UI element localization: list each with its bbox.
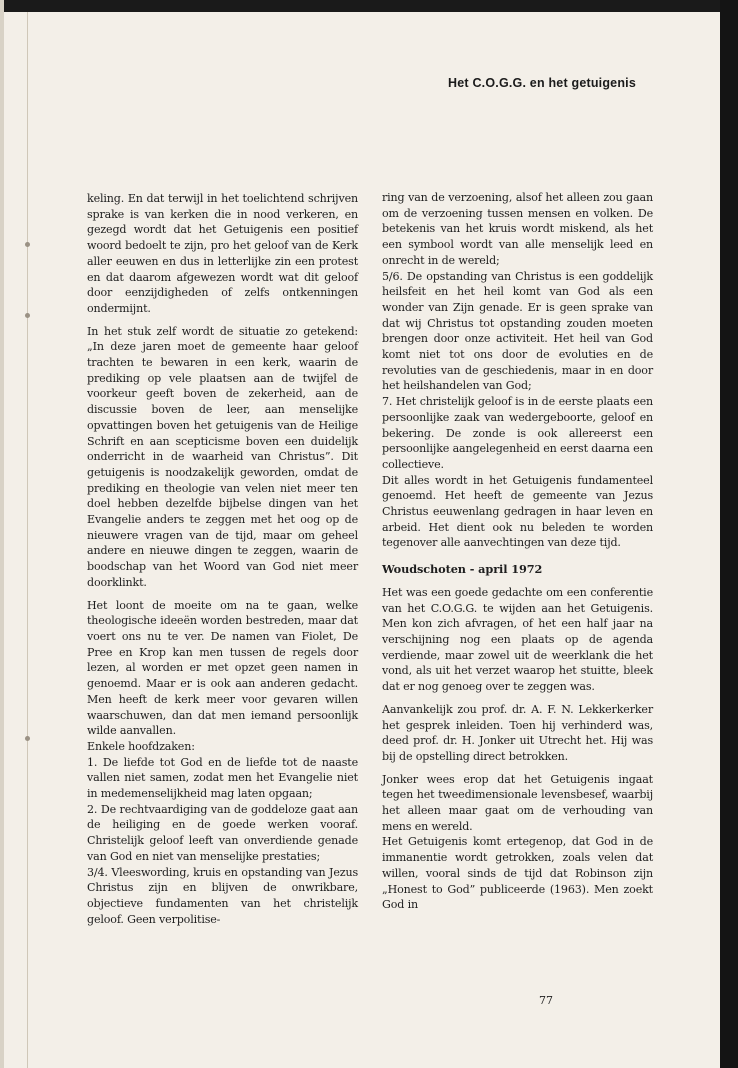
left-column	[87, 191, 358, 927]
scan-right-edge	[720, 0, 738, 1068]
paragraph: keling. En dat terwijl in het toelichtend schrijven sprake is van kerken die in nood verkeren, en gezegd wordt dat het Getuigenis een positief woord bedoelt te zijn, pro het geloof van de Kerk aller eeuwen en dus in letterlijke zin een protest en dat daarom afgewezen wordt wat dit geloof door eenzijdigheden of zelfs ontkenningen ondermijnt.	[87, 192, 358, 315]
right-column	[382, 190, 653, 913]
paragraph: Het was een goede gedachte om een conferentie van het C.O.G.G. te wijden aan het Getuigenis. Men kon zich afvragen, of het een half jaar na verschijning nog een plaats op de agenda verdiende, maar zowel uit de weerklank die het vond, als uit het verzet waarop het stuitte, bleek dat er nog genoeg over te zeggen was.	[382, 585, 653, 694]
binding-hole-mark	[25, 313, 30, 318]
paragraph: Het loont de moeite om na te gaan, welke theologische ideeën worden bestreden, maar dat voert ons nu te ver. De namen van Fiolet, De Pree en Krop kan men tussen de regels door lezen, al worden er met opzet geen namen in genoemd. Maar er is ook aan anderen gedacht. Men heeft de kerk meer voor gevaren willen waarschuwen, dan dat men iemand persoonlijk wilde aanvallen.	[87, 598, 358, 738]
list-item: 1. De liefde tot God en de liefde tot de naaste vallen niet samen, zodat men het Evangelie niet in medemenselijkheid mag laten opgaan;	[87, 755, 358, 801]
running-header: Het C.O.G.G. en het getuigenis	[448, 76, 636, 90]
binding-line	[27, 12, 28, 1068]
paragraph: Jonker wees erop dat het Getuigenis ingaat tegen het tweedimensionale levensbesef, waarbij het alleen maar gaat om de verhouding van mens en wereld.	[382, 772, 653, 833]
binding-hole-mark	[25, 736, 30, 741]
list-item: 7. Het christelijk geloof is in de eerste plaats een persoonlijke zaak van wedergeboorte, geloof en bekering. De zonde is ook allereerst een persoonlijke aangelegenheid en eerst daarna een collectieve.	[382, 395, 653, 471]
paragraph: In het stuk zelf wordt de situatie zo getekend: „In deze jaren moet de gemeente haar geloof trachten te bewaren in een kerk, waarin de prediking op vele plaatsen aan de twijfel de voorkeur geeft boven de zekerheid, aan de discussie boven de leer, aan menselijke opvattingen boven het getuigenis van de Heilige Schrift en aan scepticisme boven een duidelijk onderricht in de waarheid van Christus”. Dit getuigenis is noodzakelijk geworden, omdat de prediking en theologie van velen niet meer ten doel hebben dezelfde bijbelse dingen van het Evangelie anders te zeggen met het oog op de nieuwere vragen van de tijd, maar om geheel andere en nieuwe dingen te zeggen, waarin de boodschap van het Woord van God niet meer doorklinkt.	[87, 324, 358, 589]
page-number: 77	[539, 994, 553, 1007]
paragraph: Het Getuigenis komt ertegenop, dat God in de immanentie wordt getrokken, zoals velen dat willen, vooral sinds de tijd dat Robinson zijn „Honest to God” publiceerde (1963). Men zoekt God in	[382, 835, 653, 912]
list-item: 5/6. De opstanding van Christus is een goddelijk heilsfeit en het heil komt van God als een wonder van Zijn genade. Er is geen sprake van dat wij Christus tot opstanding zouden moeten brengen door onze activiteit. Het heil van God komt niet tot ons door de evoluties en de revoluties van de geschiedenis, maar in en door het heilshandelen van God;	[382, 269, 653, 393]
list-item: 3/4. Vleeswording, kruis en opstanding van Jezus Christus zijn en blijven de onwrikbare, objectieve fundamenten van het christelijk geloof. Geen verpolitise-	[87, 865, 358, 926]
scan-left-edge	[0, 0, 4, 1068]
section-heading: Woudschoten - april 1972	[382, 562, 543, 577]
paragraph: Dit alles wordt in het Getuigenis fundamenteel genoemd. Het heeft de gemeente van Jezus Christus eeuwenlang gedragen in haar leven en arbeid. Het dient ook nu beleden te worden tegenover alle aanvechtingen van deze tijd.	[382, 473, 653, 550]
paragraph: Enkele hoofdzaken:	[87, 739, 195, 753]
binding-hole-mark	[25, 242, 30, 247]
paragraph: Aanvankelijk zou prof. dr. A. F. N. Lekkerkerker het gesprek inleiden. Toen hij verhinderd was, deed prof. dr. H. Jonker uit Utrecht het. Hij was bij de opstelling direct betrokken.	[382, 702, 653, 763]
scan-top-edge	[0, 0, 738, 12]
list-item: 2. De rechtvaardiging van de goddeloze gaat aan de heiliging en de goede werken vooraf. Christelijk geloof leeft van onverdiende genade van God en niet van menselijke prestaties;	[87, 802, 358, 863]
list-item: ring van de verzoening, alsof het alleen zou gaan om de verzoening tussen mensen en volken. De betekenis van het kruis wordt miskend, als het een symbool wordt van alle menselijk leed en onrecht in de wereld;	[382, 191, 653, 267]
